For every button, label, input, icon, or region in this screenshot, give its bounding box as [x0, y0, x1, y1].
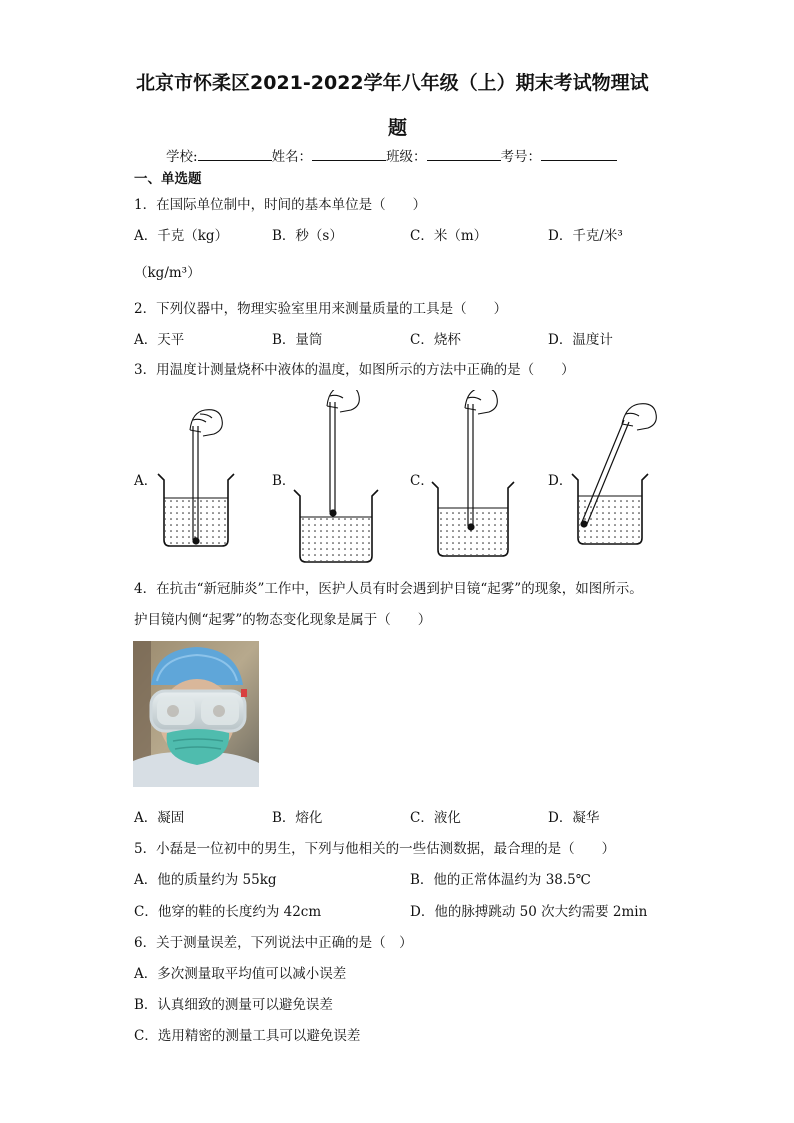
class-field[interactable] — [427, 148, 501, 161]
q3-option-d-label: D． — [548, 473, 573, 489]
q1-option-a: A．千克（kg） — [134, 228, 229, 244]
q1-option-b: B．秒（s） — [272, 228, 343, 244]
class-label: 班级： — [386, 149, 427, 165]
page-title-cont: 题 — [388, 117, 408, 139]
info-line — [166, 145, 617, 165]
beaker-c-figure — [432, 390, 514, 556]
q6-option-a: A．多次测量取平均值可以减小误差 — [134, 966, 347, 982]
q3-option-c-label: C． — [410, 473, 434, 489]
q2-option-d: D．温度计 — [548, 332, 613, 348]
page-title: 北京市怀柔区2021-2022学年八年级（上）期末考试物理试 — [136, 72, 649, 94]
beaker-a-figure — [158, 410, 234, 546]
beaker-b-figure — [294, 390, 378, 562]
name-label: 姓名： — [271, 149, 313, 165]
q2-option-b: B．量筒 — [272, 332, 323, 348]
q2-option-a: A．天平 — [134, 332, 185, 348]
q4-stem-line2: 护目镜内侧“起雾”的物态变化现象是属于（ ） — [134, 612, 432, 628]
q4-option-a: A．凝固 — [134, 810, 185, 826]
q5-stem: 5．小磊是一位初中的男生，下列与他相关的一些估测数据，最合理的是（ ） — [134, 841, 616, 857]
q4-stem-line1: 4．在抗击“新冠肺炎”工作中，医护人员有时会遇到护目镜“起雾”的现象，如图所示。 — [134, 581, 643, 597]
number-label: 考号： — [500, 149, 542, 165]
q2-stem: 2．下列仪器中，物理实验室里用来测量质量的工具是（ ） — [134, 301, 508, 317]
q4-option-d: D．凝华 — [548, 810, 600, 826]
q4-option-b: B．熔化 — [272, 810, 323, 826]
number-field[interactable] — [541, 148, 617, 161]
q5-option-c: C．他穿的鞋的长度约为 42cm — [134, 904, 322, 920]
name-field[interactable] — [312, 148, 386, 161]
q1-option-c: C．米（m） — [410, 228, 488, 244]
q6-stem: 6．关于测量误差，下列说法中正确的是（ ） — [134, 935, 413, 951]
q3-option-b-label: B． — [272, 473, 296, 489]
school-label: 学校: — [166, 149, 198, 165]
q2-option-c: C．烧杯 — [410, 332, 461, 348]
q1-option-d: D．千克/米³ — [548, 228, 623, 244]
q5-option-a: A．他的质量约为 55kg — [134, 872, 277, 888]
q3-option-a-label: A． — [134, 473, 158, 489]
section-heading: 一、单选题 — [134, 171, 202, 187]
q6-option-b: B．认真细致的测量可以避免误差 — [134, 997, 333, 1013]
beaker-d-figure — [572, 404, 656, 544]
q4-option-c: C．液化 — [410, 810, 461, 826]
q5-option-b: B．他的正常体温约为 38.5℃ — [410, 872, 591, 888]
goggles-photo — [133, 641, 259, 787]
school-field[interactable] — [198, 148, 272, 161]
q3-stem: 3．用温度计测量烧杯中液体的温度，如图所示的方法中正确的是（ ） — [134, 362, 575, 378]
q6-option-c: C．选用精密的测量工具可以避免误差 — [134, 1028, 361, 1044]
q3-figures — [0, 390, 794, 590]
q5-option-d: D．他的脉搏跳动 50 次大约需要 2min — [410, 904, 648, 920]
q1-stem: 1．在国际单位制中，时间的基本单位是（ ） — [134, 197, 427, 213]
q1-option-d-cont: （kg/m³） — [134, 265, 201, 281]
